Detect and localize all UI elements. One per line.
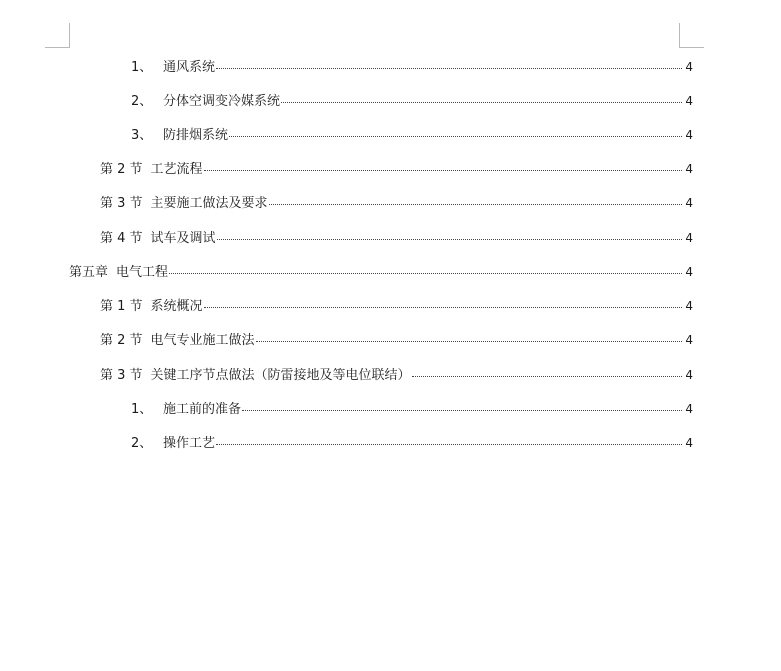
toc-entry-number: 第五章 <box>69 265 109 280</box>
toc-entry-number: 3、 <box>131 128 153 143</box>
dot-leader <box>216 68 682 69</box>
toc-entry-number: 第 3 节 <box>100 196 143 211</box>
dot-leader <box>256 341 683 342</box>
toc-entry-page: 4 <box>685 265 693 279</box>
toc-entry-page: 4 <box>685 299 693 313</box>
toc-entry[interactable] <box>100 332 693 349</box>
toc-entry-page: 4 <box>685 436 693 450</box>
toc-entry[interactable] <box>131 93 693 110</box>
toc-entry-page: 4 <box>685 231 693 245</box>
toc-entry[interactable] <box>100 367 693 384</box>
toc-entry-page: 4 <box>685 402 693 416</box>
toc-entry-number: 2、 <box>131 436 153 451</box>
toc-entry-page: 4 <box>685 60 693 74</box>
toc-entry-page: 4 <box>685 162 693 176</box>
crop-mark-top-left <box>45 23 70 48</box>
toc-entry-title: 施工前的准备 <box>163 402 242 417</box>
toc-entry-page: 4 <box>685 196 693 210</box>
toc-entry-number: 1、 <box>131 60 153 75</box>
dot-leader <box>204 170 683 171</box>
toc-entry-title: 工艺流程 <box>150 162 203 177</box>
toc-entry-title: 主要施工做法及要求 <box>150 196 268 211</box>
dot-leader <box>269 204 683 205</box>
toc-entry-title: 分体空调变冷媒系统 <box>163 94 281 109</box>
toc-entry-title: 防排烟系统 <box>163 128 229 143</box>
toc-entry-number: 第 1 节 <box>100 299 143 314</box>
crop-mark-top-right <box>679 23 704 48</box>
toc-entry-number: 第 2 节 <box>100 333 143 348</box>
toc-entry-number: 第 3 节 <box>100 368 143 383</box>
dot-leader <box>242 410 682 411</box>
dot-leader <box>204 307 683 308</box>
dot-leader <box>169 273 682 274</box>
dot-leader <box>216 444 682 445</box>
toc-entry-page: 4 <box>685 94 693 108</box>
toc-entry-page: 4 <box>685 128 693 142</box>
toc-entry[interactable] <box>69 264 693 281</box>
toc-entry-number: 第 4 节 <box>100 231 143 246</box>
toc-entry[interactable] <box>131 401 693 418</box>
toc-entry-page: 4 <box>685 368 693 382</box>
toc-entry-number: 2、 <box>131 94 153 109</box>
toc-entry-title: 系统概况 <box>150 299 203 314</box>
toc-entry[interactable] <box>131 127 693 144</box>
dot-leader <box>412 376 683 377</box>
dot-leader <box>217 239 683 240</box>
toc-entry-title: 关键工序节点做法（防雷接地及等电位联结） <box>150 368 411 383</box>
toc-entry-number: 1、 <box>131 402 153 417</box>
toc-entry-page: 4 <box>685 333 693 347</box>
dot-leader <box>229 136 682 137</box>
toc-entry[interactable] <box>100 161 693 178</box>
toc-entry[interactable] <box>100 298 693 315</box>
toc-entry[interactable] <box>131 435 693 452</box>
toc-entry[interactable] <box>100 195 693 212</box>
toc-entry[interactable] <box>100 230 693 247</box>
toc-entry[interactable] <box>131 59 693 76</box>
dot-leader <box>281 102 682 103</box>
toc-entry-title: 试车及调试 <box>150 231 216 246</box>
toc-entry-title: 操作工艺 <box>163 436 216 451</box>
toc-entry-title: 通风系统 <box>163 60 216 75</box>
toc-entry-number: 第 2 节 <box>100 162 143 177</box>
toc-entry-title: 电气专业施工做法 <box>150 333 255 348</box>
toc-entry-title: 电气工程 <box>116 265 169 280</box>
